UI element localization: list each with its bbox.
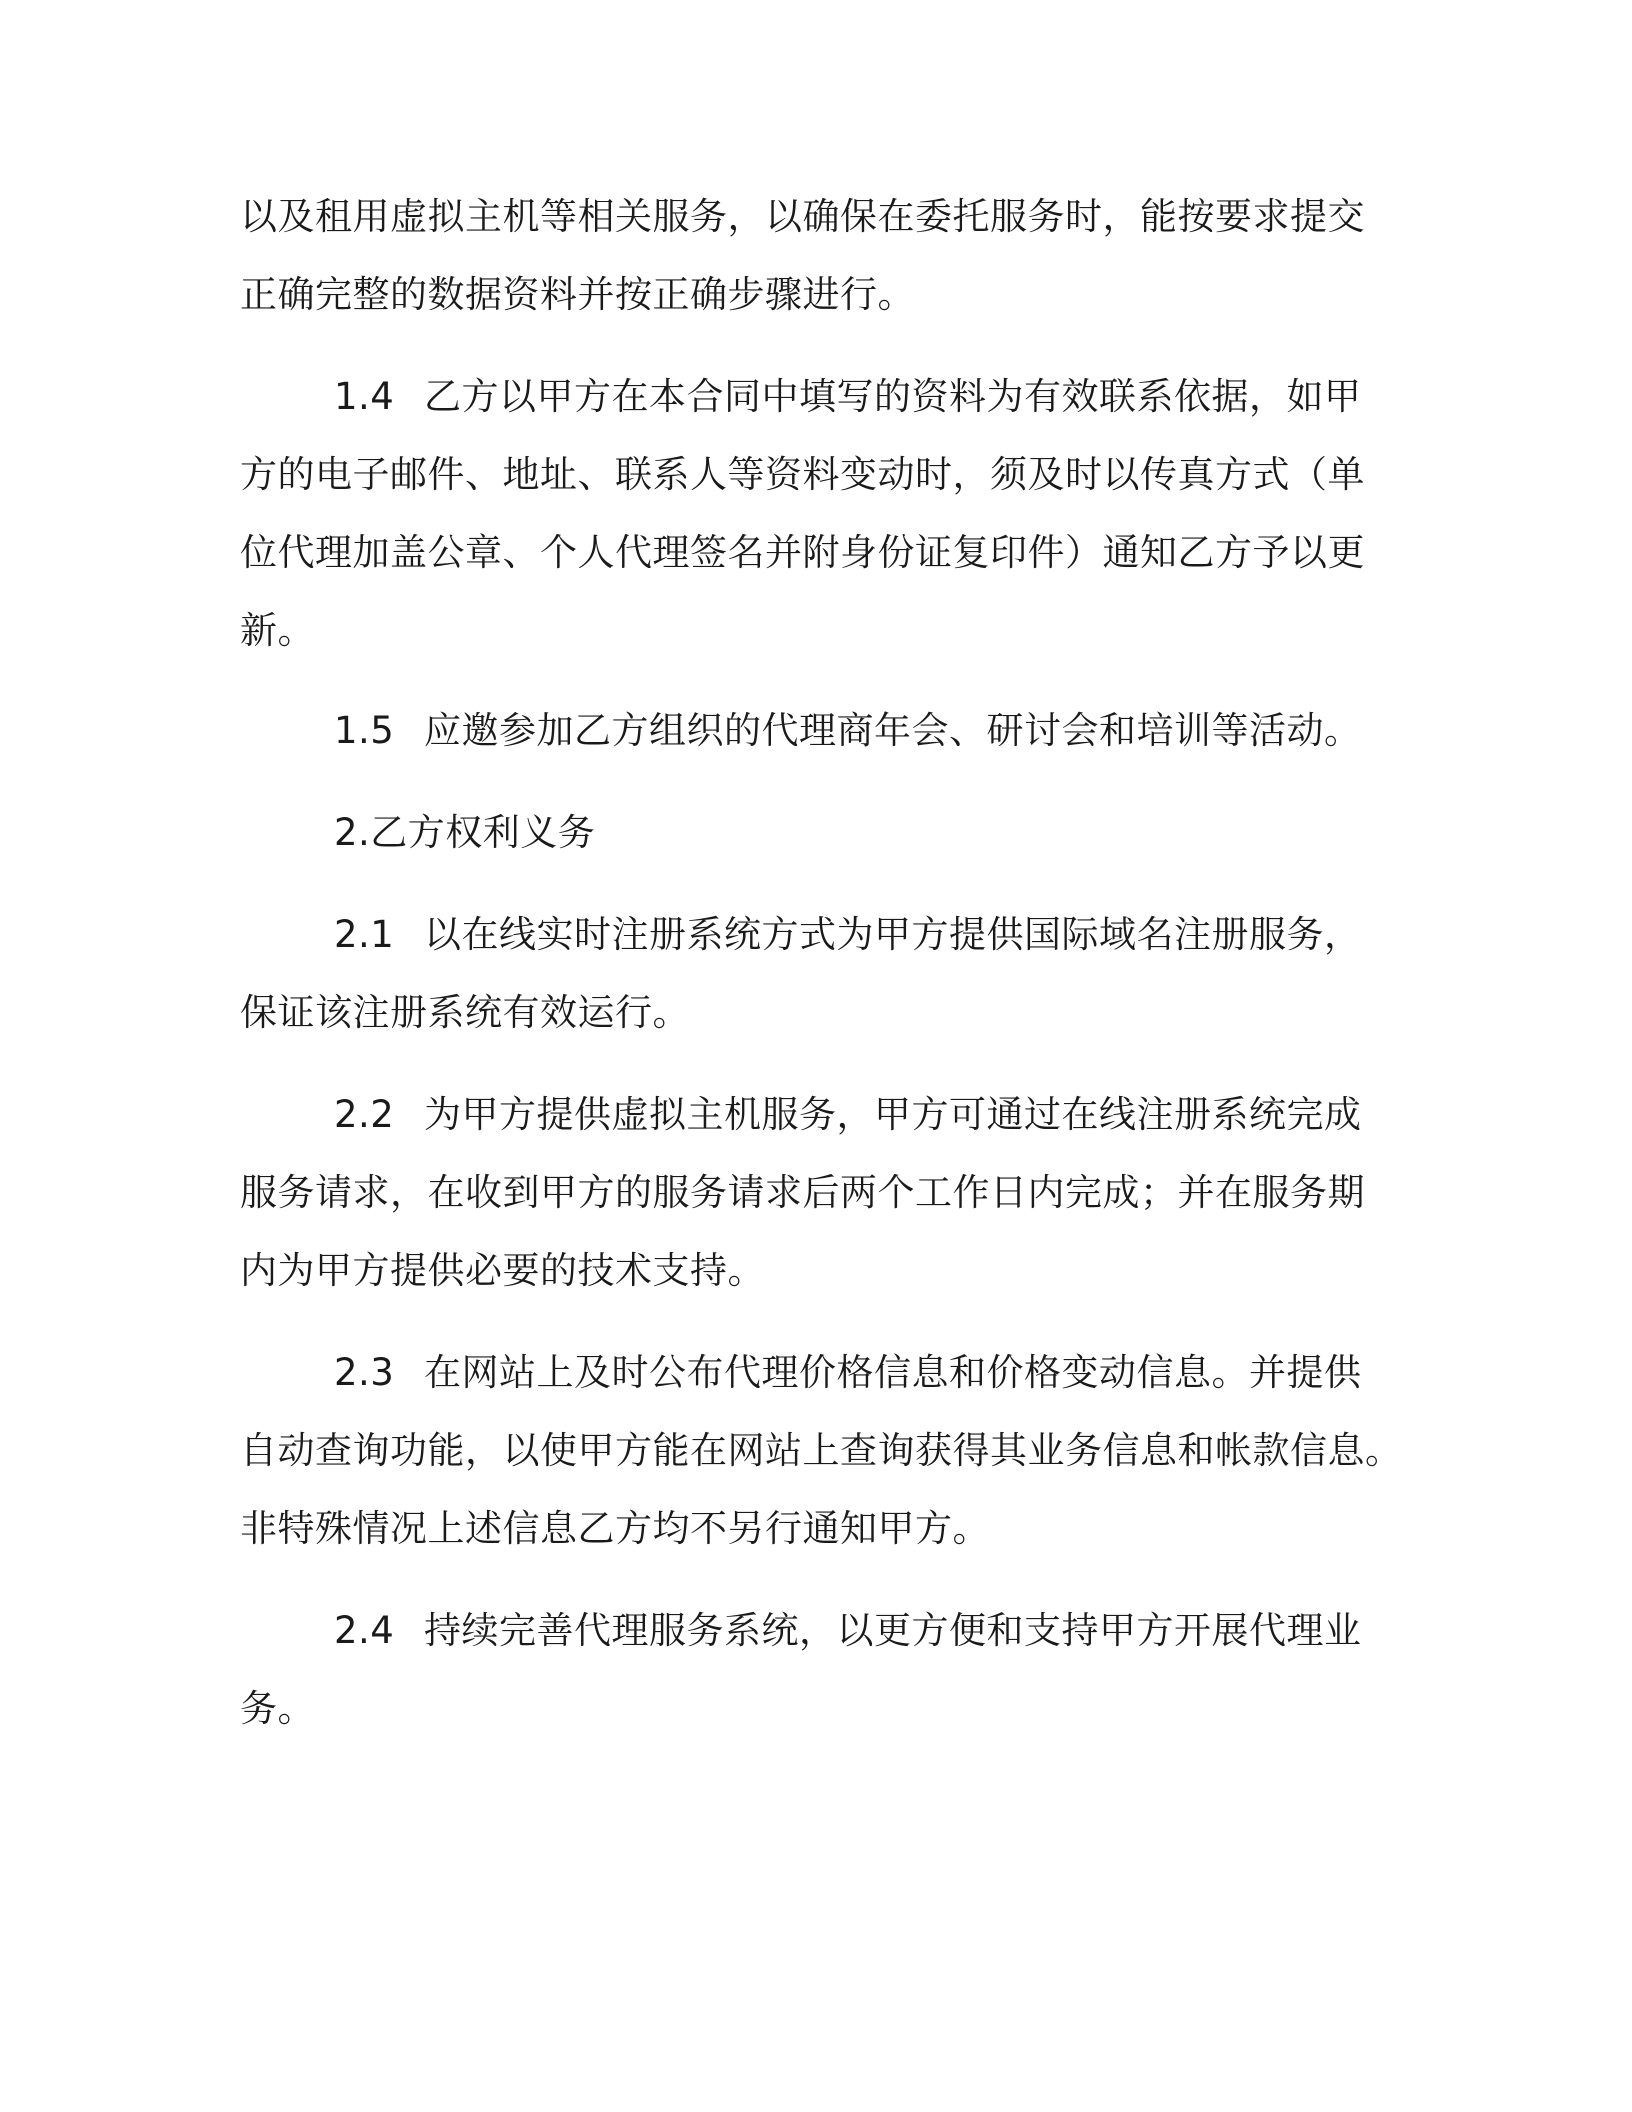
clause-1-4 bbox=[240, 358, 1390, 670]
clause-first-line bbox=[240, 358, 1390, 436]
text-line: 以及租用虚拟主机等相关服务，以确保在委托服务时，能按要求提交 bbox=[240, 195, 1365, 238]
text-line: 持续完善代理服务系统，以更方便和支持甲方开展代理业 bbox=[424, 1609, 1362, 1652]
text-line: 位代理加盖公章、个人代理签名并附身份证复印件）通知乙方予以更 bbox=[240, 531, 1365, 574]
clause-1-5 bbox=[240, 692, 1390, 770]
text-line: 为甲方提供虚拟主机服务，甲方可通过在线注册系统完成 bbox=[424, 1093, 1362, 1136]
text-line: 服务请求，在收到甲方的服务请求后两个工作日内完成；并在服务期 bbox=[240, 1171, 1365, 1214]
text-line: 非特殊情况上述信息乙方均不另行通知甲方。 bbox=[240, 1507, 990, 1550]
text-line: 内为甲方提供必要的技术支持。 bbox=[240, 1249, 765, 1292]
clause-number: 1.4 bbox=[334, 375, 395, 418]
paragraph-continuation bbox=[240, 178, 1390, 334]
section-title: 2.乙方权利义务 bbox=[334, 811, 596, 854]
clause-first-line bbox=[240, 1334, 1390, 1412]
clause-first-line bbox=[240, 1076, 1390, 1154]
clause-2-1 bbox=[240, 896, 1390, 1052]
text-line: 乙方以甲方在本合同中填写的资料为有效联系依据，如甲 bbox=[424, 375, 1362, 418]
clause-number: 1.5 bbox=[334, 709, 395, 752]
clause-first-line bbox=[240, 896, 1390, 974]
text-line: 新。 bbox=[240, 609, 315, 652]
clause-number: 2.4 bbox=[334, 1609, 395, 1652]
text-line: 自动查询功能，以使甲方能在网站上查询获得其业务信息和帐款信息。 bbox=[240, 1429, 1403, 1472]
text-line: 保证该注册系统有效运行。 bbox=[240, 991, 690, 1034]
clause-2-4 bbox=[240, 1592, 1390, 1748]
clause-2-3 bbox=[240, 1334, 1403, 1568]
text-line: 应邀参加乙方组织的代理商年会、研讨会和培训等活动。 bbox=[424, 709, 1362, 752]
clause-number: 2.2 bbox=[334, 1093, 395, 1136]
section-heading bbox=[240, 794, 1390, 872]
text-line: 正确完整的数据资料并按正确步骤进行。 bbox=[240, 273, 915, 316]
clause-first-line bbox=[240, 1592, 1390, 1670]
text-line: 在网站上及时公布代理价格信息和价格变动信息。并提供 bbox=[424, 1351, 1362, 1394]
text-line: 以在线实时注册系统方式为甲方提供国际域名注册服务， bbox=[424, 913, 1362, 956]
clause-2-2 bbox=[240, 1076, 1390, 1310]
text-line: 务。 bbox=[240, 1687, 315, 1730]
text-line: 方的电子邮件、地址、联系人等资料变动时，须及时以传真方式（单 bbox=[240, 453, 1365, 496]
clause-first-line bbox=[240, 692, 1390, 770]
clause-number: 2.3 bbox=[334, 1351, 395, 1394]
clause-number: 2.1 bbox=[334, 913, 395, 956]
